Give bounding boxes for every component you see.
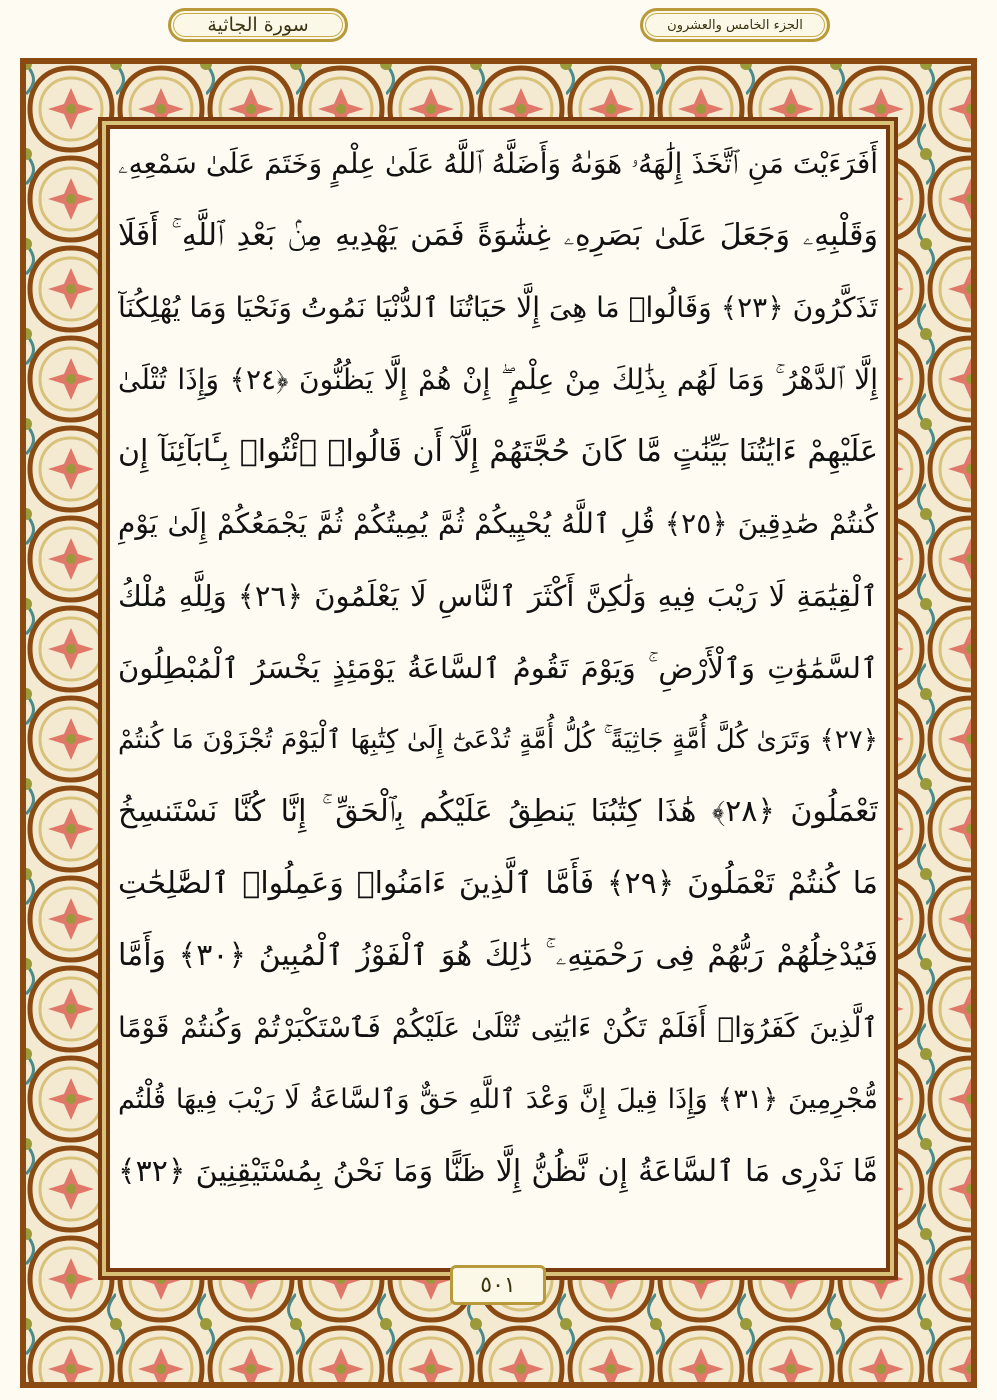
verse-line: مَا كُنتُمْ تَعْمَلُونَ ﴿٢٩﴾ فَأَمَّا ٱلَّذِينَ ءَامَنُوا۟ وَعَمِلُوا۟ ٱلصَّٰلِحَٰتِ bbox=[118, 866, 878, 901]
page-number: ٥٠١ bbox=[480, 1272, 516, 1298]
verse-line: ﴿٢٧﴾ وَتَرَىٰ كُلَّ أُمَّةٍ جَاثِيَةً ۚ كُلُّ أُمَّةٍ تُدْعَىٰٓ إِلَىٰ كِتَٰبِهَا ٱلْيَوْمَ تُجْزَوْنَ مَا كُنتُمْ bbox=[118, 725, 878, 755]
juz-name-cartouche bbox=[640, 8, 830, 42]
surah-name: سورة الجاثية bbox=[207, 14, 309, 36]
verse-line: كُنتُمْ صَٰدِقِينَ ﴿٢٥﴾ قُلِ ٱللَّهُ يُحْيِيكُمْ ثُمَّ يُمِيتُكُمْ ثُمَّ يَجْمَعُكُمْ إِلَىٰ يَوْمِ bbox=[118, 507, 878, 540]
verse-line: إِلَّا ٱلدَّهْرُ ۚ وَمَا لَهُم بِذَٰلِكَ مِنْ عِلْمٍ ۖ إِنْ هُمْ إِلَّا يَظُنُّونَ ﴿٢٤﴾ وَإِذَا تُتْلَىٰ bbox=[118, 363, 878, 396]
verse-line: مَّا نَدْرِى مَا ٱلسَّاعَةُ إِن نَّظُنُّ إِلَّا ظَنًّا وَمَا نَحْنُ بِمُسْتَيْقِنِينَ ﴿٣٢﴾ bbox=[118, 1154, 878, 1189]
verse-line: مُّجْرِمِينَ ﴿٣١﴾ وَإِذَا قِيلَ إِنَّ وَعْدَ ٱللَّهِ حَقٌّ وَٱلسَّاعَةُ لَا رَيْبَ فِيهَا قُلْتُم bbox=[118, 1084, 878, 1115]
verse-line: ٱلْقِيَٰمَةِ لَا رَيْبَ فِيهِ وَلَٰكِنَّ أَكْثَرَ ٱلنَّاسِ لَا يَعْلَمُونَ ﴿٢٦﴾ وَلِلَّهِ مُلْكُ bbox=[118, 579, 878, 613]
verse-line: وَقَلْبِهِۦ وَجَعَلَ عَلَىٰ بَصَرِهِۦ غِشَٰوَةً فَمَن يَهْدِيهِ مِنۢ بَعْدِ ٱللَّهِ ۚ أَفَلَا bbox=[118, 218, 878, 253]
quran-text-area bbox=[112, 128, 884, 1268]
page-number-box bbox=[450, 1265, 546, 1305]
juz-name: الجزء الخامس والعشرون bbox=[667, 17, 803, 33]
verse-line: عَلَيْهِمْ ءَايَٰتُنَا بَيِّنَٰتٍ مَّا كَانَ حُجَّتَهُمْ إِلَّآ أَن قَالُوا۟ ٱئْتُوا۟ بِـَٔابَآئِنَآ إِن bbox=[118, 434, 878, 469]
verse-line: فَيُدْخِلُهُمْ رَبُّهُمْ فِى رَحْمَتِهِۦ ۚ ذَٰلِكَ هُوَ ٱلْفَوْزُ ٱلْمُبِينُ ﴿٣٠﴾ وَأَمَّا bbox=[118, 938, 878, 973]
verse-line: ٱلَّذِينَ كَفَرُوٓا۟ أَفَلَمْ تَكُنْ ءَايَٰتِى تُتْلَىٰ عَلَيْكُمْ فَٱسْتَكْبَرْتُمْ وَكُنتُمْ قَوْمًا bbox=[118, 1011, 878, 1044]
verse-line: تَعْمَلُونَ ﴿٢٨﴾ هَٰذَا كِتَٰبُنَا يَنطِقُ عَلَيْكُم بِٱلْحَقِّ ۚ إِنَّا كُنَّا نَسْتَنسِخُ bbox=[118, 794, 878, 829]
verse-line: تَذَكَّرُونَ ﴿٢٣﴾ وَقَالُوا۟ مَا هِىَ إِلَّا حَيَاتُنَا ٱلدُّنْيَا نَمُوتُ وَنَحْيَا وَمَا يُهْلِكُنَآ bbox=[118, 291, 878, 324]
surah-name-cartouche bbox=[168, 8, 348, 42]
verse-line: أَفَرَءَيْتَ مَنِ ٱتَّخَذَ إِلَٰهَهُۥ هَوَىٰهُ وَأَضَلَّهُ ٱللَّهُ عَلَىٰ عِلْمٍ وَخَتَمَ عَلَىٰ سَمْعِهِۦ bbox=[118, 147, 878, 180]
verse-line: ٱلسَّمَٰوَٰتِ وَٱلْأَرْضِ ۚ وَيَوْمَ تَقُومُ ٱلسَّاعَةُ يَوْمَئِذٍ يَخْسَرُ ٱلْمُبْطِلُونَ bbox=[118, 651, 878, 685]
